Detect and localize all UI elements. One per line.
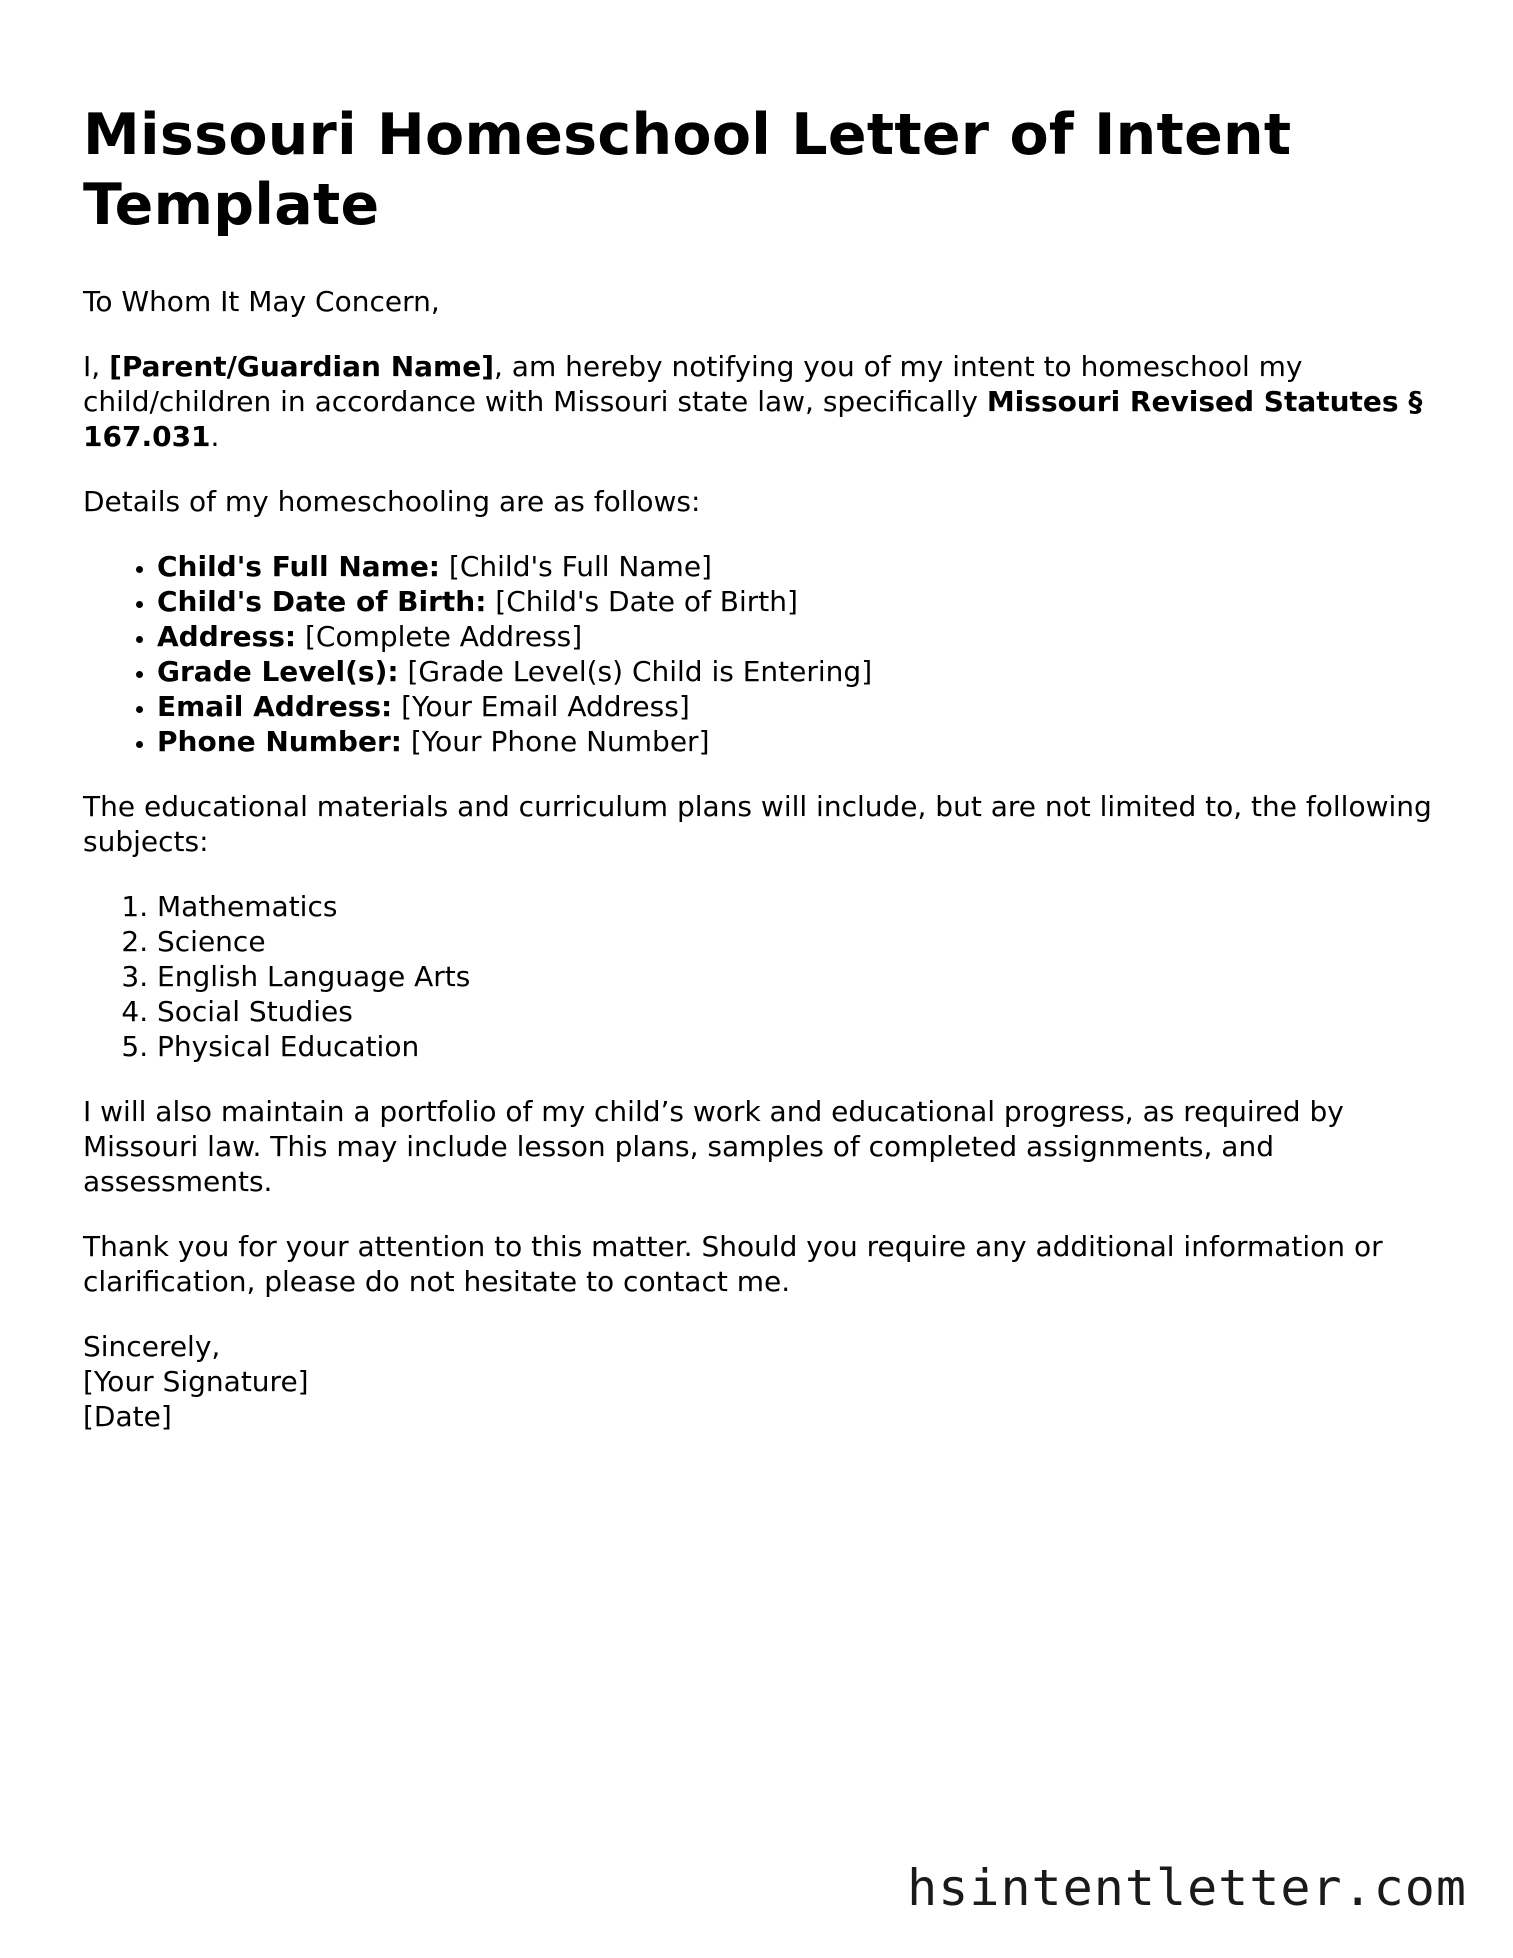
salutation: To Whom It May Concern, — [83, 285, 440, 318]
list-item — [157, 654, 1443, 689]
detail-label: Grade Level(s): — [157, 655, 399, 688]
date-placeholder: [Date] — [83, 1400, 172, 1433]
parent-name-placeholder: [Parent/Guardian Name] — [109, 350, 494, 383]
detail-value: [Your Phone Number] — [401, 725, 710, 758]
detail-value: [Complete Address] — [296, 620, 583, 653]
detail-label: Email Address: — [157, 690, 393, 723]
signature-placeholder: [Your Signature] — [83, 1365, 309, 1398]
list-item — [157, 619, 1443, 654]
list-item — [157, 724, 1443, 759]
list-item: 2. Science — [157, 924, 1443, 959]
intro-middle: , am hereby notifying you of my intent to homeschool my child/children in accordance with Missouri state law, specifically — [83, 350, 1303, 418]
detail-label: Phone Number: — [157, 725, 402, 758]
list-item — [157, 689, 1443, 724]
detail-value: [Grade Level(s) Child is Entering] — [398, 655, 873, 688]
details-list — [83, 549, 1443, 759]
details-intro: Details of my homeschooling are as follows: — [83, 485, 701, 518]
site-watermark: hsintentletter.com — [907, 1859, 1467, 1917]
list-item: 4. Social Studies — [157, 994, 1443, 1029]
intro-prefix: I, — [83, 350, 110, 383]
detail-label: Child's Date of Birth: — [157, 585, 487, 618]
subjects-list — [83, 889, 1443, 1064]
list-item: 5. Physical Education — [157, 1029, 1443, 1064]
intro-paragraph — [83, 349, 1443, 454]
detail-value: [Child's Date of Birth] — [486, 585, 798, 618]
thanks-paragraph: Thank you for your attention to this matter. Should you require any additional information or clarification, please do not hesitate to contact me. — [83, 1230, 1383, 1298]
statute-reference: Missouri Revised Statutes § 167.031 — [83, 385, 1423, 453]
intro-suffix: . — [210, 420, 220, 453]
detail-value: [Child's Full Name] — [440, 550, 712, 583]
detail-label: Address: — [157, 620, 297, 653]
page-title: Missouri Homeschool Letter of Intent Template — [83, 102, 1292, 238]
subjects-intro: The educational materials and curriculum plans will include, but are not limited to, the following subjects: — [83, 790, 1432, 858]
list-item: 3. English Language Arts — [157, 959, 1443, 994]
detail-value: [Your Email Address] — [392, 690, 690, 723]
list-item: 1. Mathematics — [157, 889, 1443, 924]
list-item — [157, 584, 1443, 619]
letter-page — [83, 100, 1443, 1464]
sign-off: Sincerely, — [83, 1330, 221, 1363]
closing-block — [83, 1329, 1443, 1434]
list-item — [157, 549, 1443, 584]
portfolio-paragraph: I will also maintain a portfolio of my child’s work and educational progress, as required by Missouri law. This may include lesson plans, samples of completed assignments, and assessments. — [83, 1095, 1344, 1198]
detail-label: Child's Full Name: — [157, 550, 441, 583]
